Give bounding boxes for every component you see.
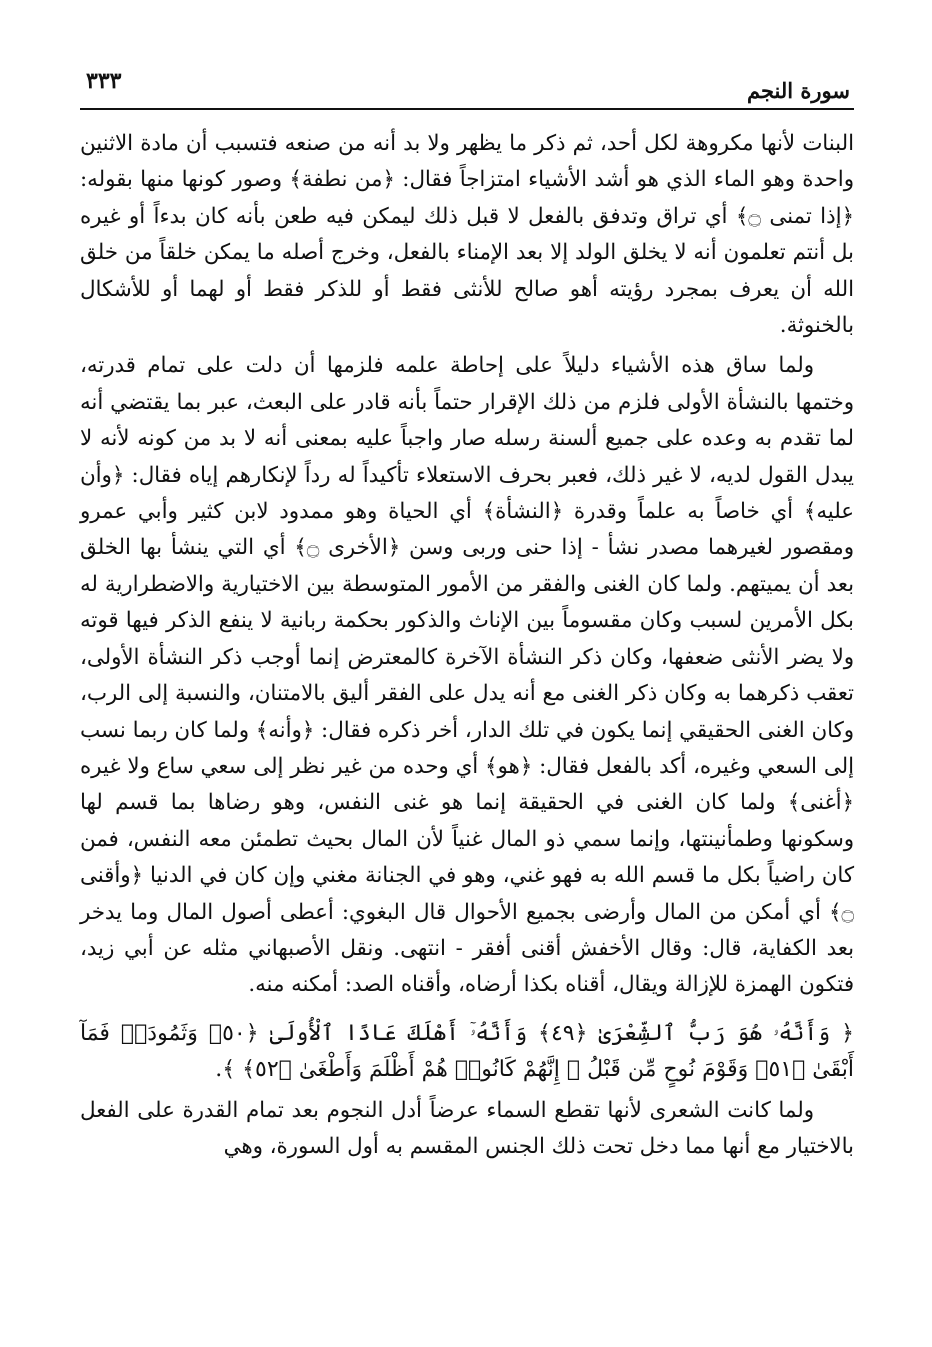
paragraph: البنات لأنها مكروهة لكل أحد، ثم ذكر ما يظهر ولا بد أنه من صنعه فتسبب أن مادة الاثنين واحدة وهو الماء الذي هو أشد الأشياء امتزاجاً فقال: ﴿من نطفة﴾ وصور كونها منها بقوله: ﴿إذا تمنى ۝﴾ أي تراق وتدفق بالفعل لا قبل ذلك ليمكن فيه طعن بأنه كان بدءاً أو غيره بل أنتم تعلمون أنه لا يخلق الولد إلا بعد الإمناء بالفعل، وخرج أصله ما يمكن خلقاً من خلق الله أن يعرف بمجرد رؤيته أهو صالح للأنثى فقط أو للذكر فقط أو لهما أو للأشكال بالخنوثة. (80, 131, 854, 339)
body-text (80, 126, 854, 1165)
quran-verse: ﴿ وَأَنَّهُۥ هُوَ رَبُّ ٱلشِّعْرَىٰ ﴿٤٩﴾ وَأَنَّهُۥٓ أَهْلَكَ عَادًا ٱلْأُولَىٰ ﴿٥٠﴾ وَثَمُودَا۟ فَمَآ أَبْقَىٰ ﴿٥١﴾ وَقَوْمَ نُوحٍ مِّن قَبْلُ ۖ إِنَّهُمْ كَانُوا۟ هُمْ أَظْلَمَ وَأَطْغَىٰ ﴿٥٢﴾ ﴾. (80, 1020, 854, 1083)
surah-title: سورة النجم (746, 78, 850, 103)
page-header (80, 62, 854, 110)
paragraph: ولما ساق هذه الأشياء دليلاً على إحاطة علمه فلزمها أن دلت على تمام قدرته، وختمها بالنشأة الأولى فلزم من ذلك الإقرار حتماً بأنه قادر على البعث، عبر بما يقتضي أنه لما تقدم به وعده على جميع ألسنة رسله صار واجباً عليه بمعنى أنه لا بد من كونه لأنه لا يبدل القول لديه، لا غير ذلك، فعبر بحرف الاستعلاء تأكيداً له رداً لإنكارهم إياه فقال: ﴿وأن عليه﴾ أي خاصاً به علماً وقدرة ﴿النشأة﴾ أي الحياة وهو ممدود لابن كثير وأبي عمرو ومقصور لغيرهما مصدر نشأ - إذا حنى وربى وسن ﴿الأخرى ۝﴾ أي التي ينشأ بها الخلق بعد أن يميتهم. ولما كان الغنى والفقر من الأمور المتوسطة بين الاختيارية والاضطرارية له بكل الأمرين لسبب وكان مقسوماً بين الإناث والذكور بحكمة ربانية لا ينفع الذكر فيها قوته ولا يضر الأنثى ضعفها، وكان ذكر النشأة الآخرة كالمعترض إنما أوجب ذكر النشأة الأولى، تعقب ذكرهما به وكان ذكر الغنى مع أنه يدل على الفقر أليق بالامتنان، والنسبة إلى الرب، وكان الغنى الحقيقي إنما يكون في تلك الدار، أخر ذكره فقال: ﴿وأنه﴾ ولما كان ربما نسب إلى السعي وغيره، أكد بالفعل فقال: ﴿هو﴾ أي وحده من غير نظر إلى سعي ساع ولا غيره ﴿أغنى﴾ ولما كان الغنى في الحقيقة إنما هو غنى النفس، وهو رضاها بما قسم لها وسكونها وطمأنينتها، وإنما سمي ذو المال غنياً لأن المال بحيث تطمئن معه النفس، فمن كان راضياً بكل ما قسم الله به فهو غني، وهو في الجنانة مغني وإن كان في الدنيا ﴿وأقنى ۝﴾ أي أمكن من المال وأرضى بجميع الأحوال قال البغوي: أعطى أصول المال وما يدخر بعد الكفاية، قال: وقال الأخفش أقنى أفقر - انتهى. ونقل الأصبهاني مثله عن أبي زيد، فتكون الهمزة للإزالة ويقال، أقناه بكذا أرضاه، وأقناه الصد: أمكنه منه. (80, 353, 854, 998)
closing-paragraph: ولما كانت الشعرى لأنها تقطع السماء عرضاً أدل النجوم بعد تمام القدرة على الفعل بالاختيار مع أنها مما دخل تحت ذلك الجنس المقسم به أول السورة، وهي (80, 1097, 854, 1159)
page-number: ٣٣٣ (86, 68, 122, 94)
